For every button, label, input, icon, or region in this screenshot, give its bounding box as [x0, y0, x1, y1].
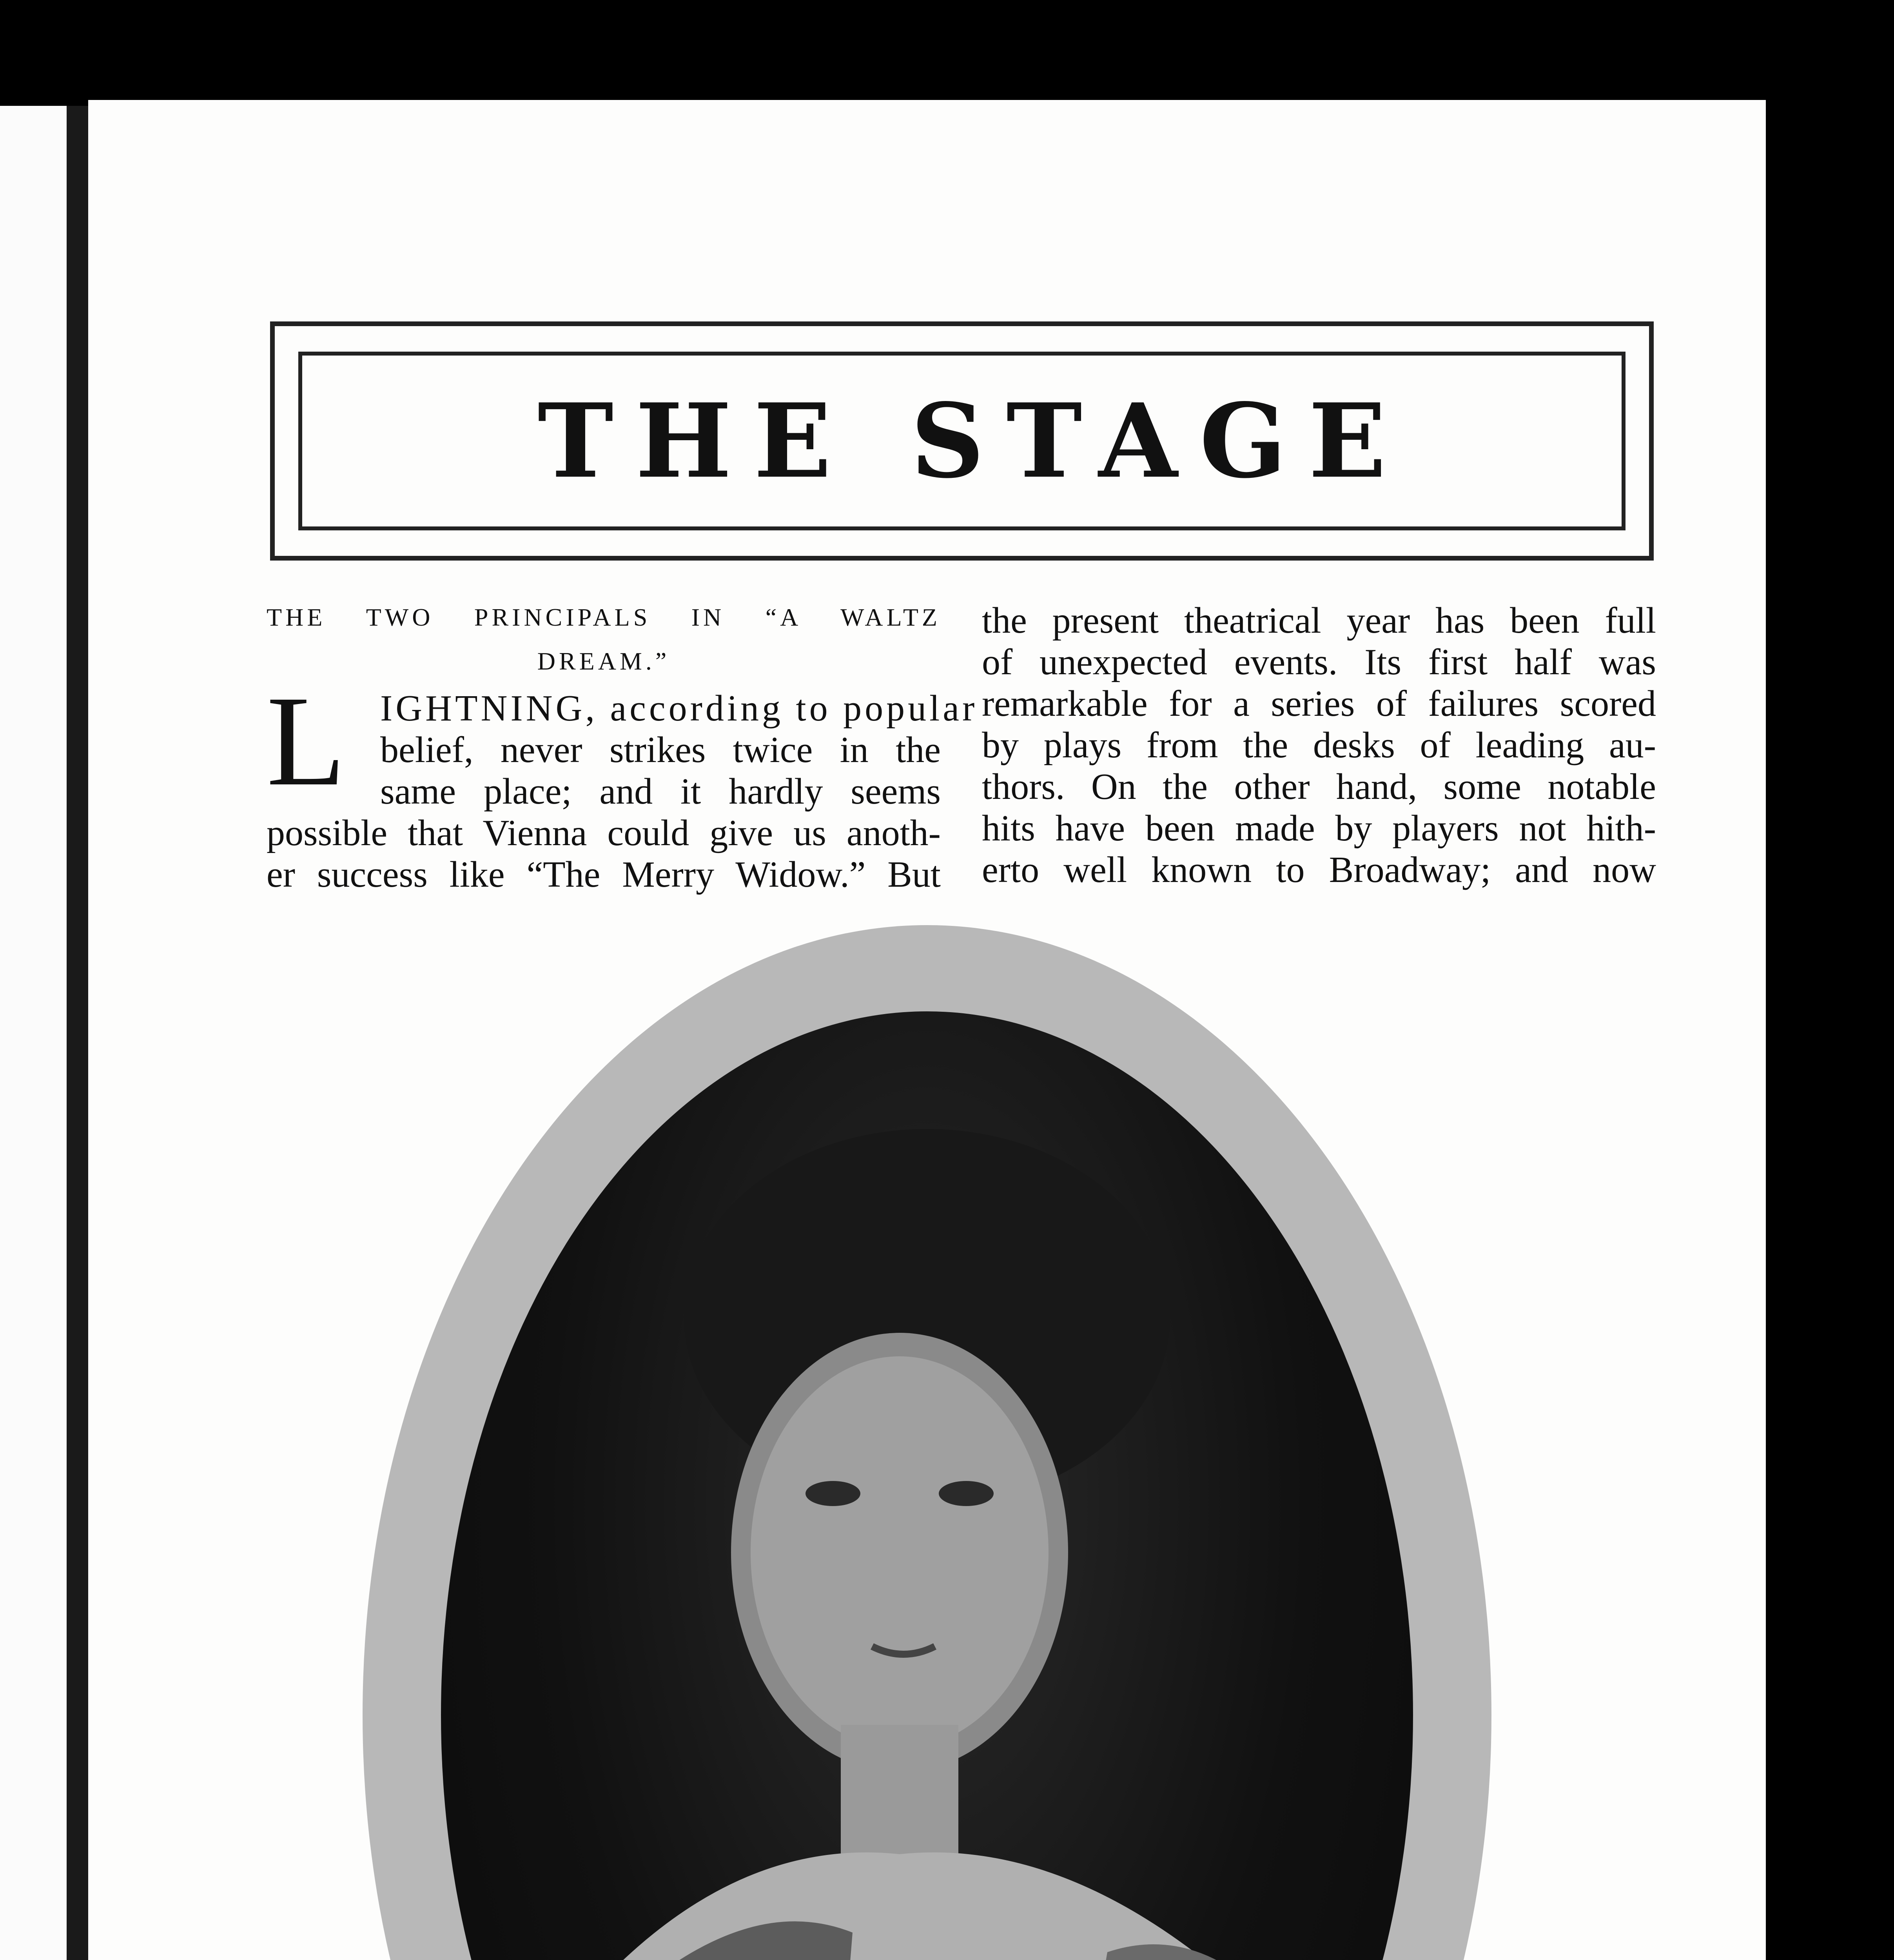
text-line: same place; and it hardly seems: [380, 771, 941, 812]
right-column: [982, 600, 1656, 891]
text-line: er success like “The Merry Widow.” But: [267, 854, 941, 895]
subhead-line-1: THE TWO PRINCIPALS IN “A WALTZ: [267, 603, 941, 631]
text-line: thors. On the other hand, some notable: [982, 766, 1656, 807]
drop-cap: L: [267, 670, 346, 813]
text-line: belief, never strikes twice in the: [380, 730, 941, 770]
portrait-photo-frame: [363, 925, 1491, 1960]
text-line: by plays from the desks of leading au-: [982, 725, 1656, 766]
opening-paragraph: [267, 670, 978, 813]
text-line: possible that Vienna could give us anoth-: [267, 813, 941, 853]
magazine-page: [88, 100, 1766, 1960]
text-line: remarkable for a series of failures scored: [982, 683, 1656, 724]
header-inner-frame: [298, 352, 1626, 530]
portrait-illustration: [441, 1011, 1413, 1960]
text-line: of unexpected events. Its first half was: [982, 642, 1656, 682]
text-line: hits have been made by players not hith-: [982, 808, 1656, 849]
text-line: the present theatrical year has been full: [982, 600, 1656, 641]
left-column: [267, 600, 978, 895]
text-line: erto well known to Broadway; and now: [982, 849, 1656, 890]
text-line: IGHTNING, according to popular: [380, 688, 978, 729]
page-title: THE STAGE: [537, 381, 1408, 501]
header-box: [270, 321, 1654, 561]
portrait-photo: [441, 1011, 1413, 1960]
left-page-edge: [0, 106, 88, 1960]
subhead-line-2: DREAM.”: [537, 647, 670, 675]
